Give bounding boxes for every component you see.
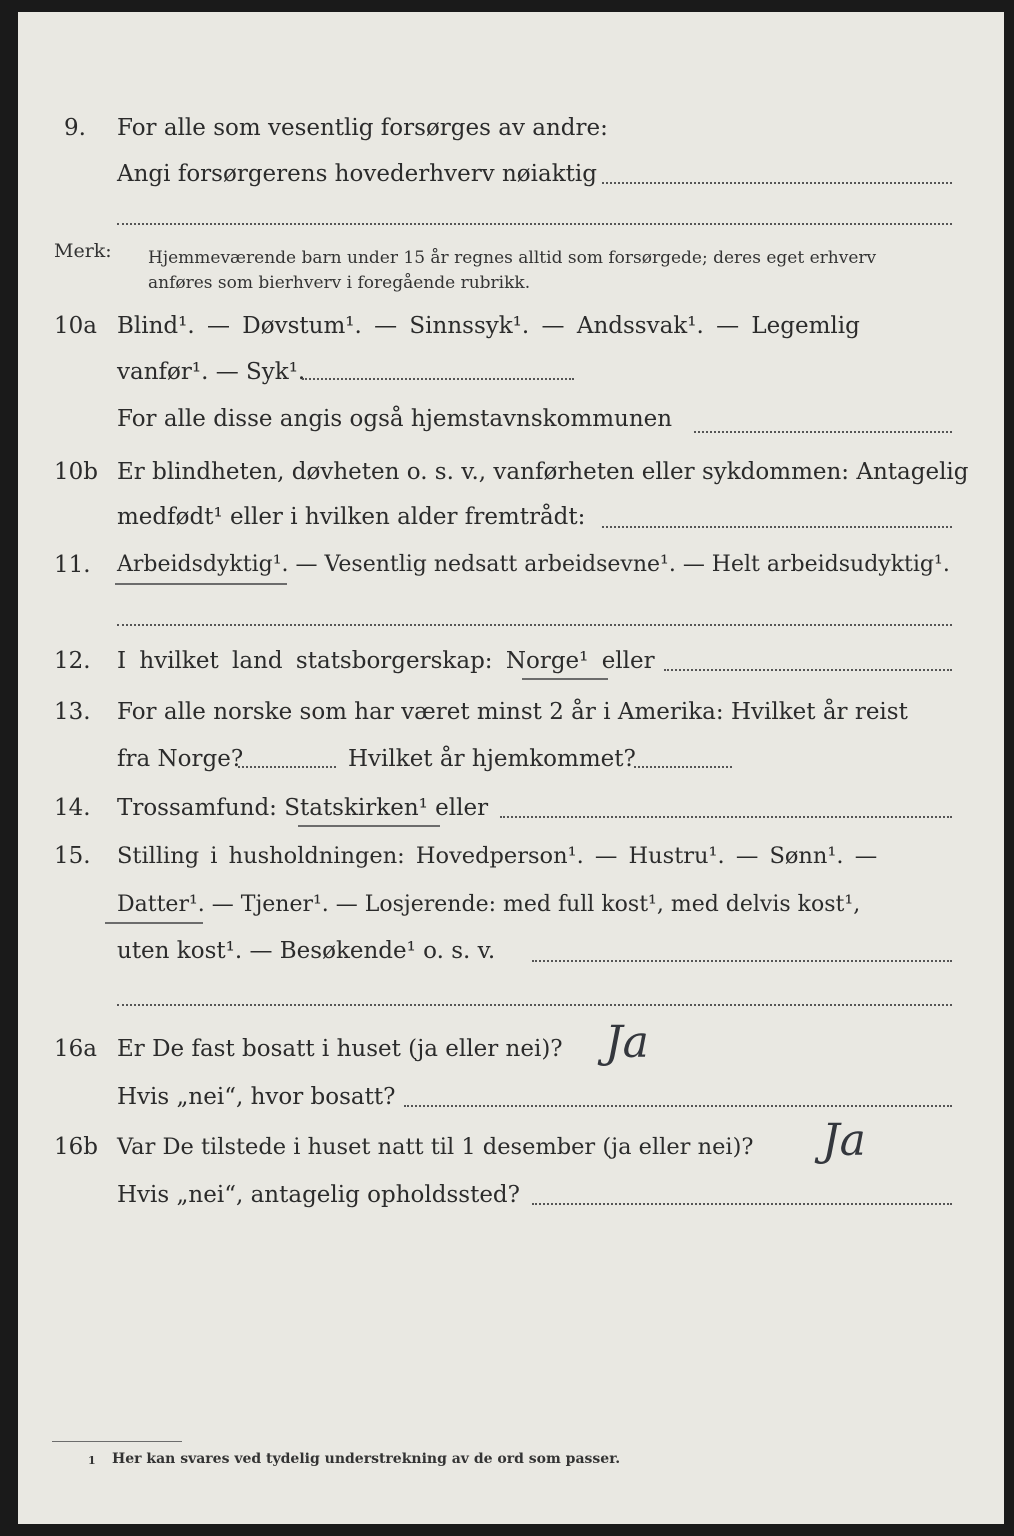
q11-number: 11. bbox=[54, 552, 91, 578]
q14-number: 14. bbox=[54, 795, 91, 821]
q13-line2a: fra Norge? bbox=[117, 746, 244, 772]
q13-hjemkommet-answer-line[interactable] bbox=[634, 766, 732, 768]
q10a-line2: vanfør¹. — Syk¹. bbox=[117, 359, 306, 385]
q15-line2: Datter¹. — Tjener¹. — Losjerende: med full kost¹, med delvis kost¹, bbox=[117, 892, 861, 917]
q9-line2: Angi forsørgerens hovederhverv nøiaktig bbox=[117, 161, 597, 187]
q15-datter-underline bbox=[105, 922, 203, 924]
q16b-opholdssted-answer-line[interactable] bbox=[532, 1203, 952, 1205]
footnote-rule bbox=[52, 1441, 182, 1442]
q12-norge-underline bbox=[522, 678, 608, 680]
q9-number: 9. bbox=[64, 115, 86, 141]
footnote-mark: 1 bbox=[88, 1454, 96, 1467]
q16a-line1: Er De fast bosatt i huset (ja eller nei)? bbox=[117, 1036, 563, 1062]
q16a-line2: Hvis „nei“, hvor bosatt? bbox=[117, 1084, 396, 1110]
merk-label: Merk: bbox=[54, 240, 112, 262]
q10b-number: 10b bbox=[54, 459, 98, 485]
q10b-line2: medfødt¹ eller i hvilken alder fremtrådt: bbox=[117, 504, 586, 530]
q10a-hjemstavn-answer-line[interactable] bbox=[694, 431, 952, 433]
q11-arbeidsdyktig-underline bbox=[115, 583, 287, 585]
merk-line1: Hjemmeværende barn under 15 år regnes alltid som forsørgede; deres eget erhverv bbox=[148, 248, 877, 268]
q9-answer-line[interactable] bbox=[602, 182, 952, 184]
q12-line1: I hvilket land statsborgerskap: Norge¹ eller bbox=[117, 648, 655, 674]
q12-answer-line[interactable] bbox=[664, 669, 952, 671]
q15-line1: Stilling i husholdningen: Hovedperson¹. — Hustru¹. — Sønn¹. — bbox=[117, 843, 878, 869]
q14-answer-line[interactable] bbox=[500, 816, 952, 818]
q16b-line2: Hvis „nei“, antagelig opholdssted? bbox=[117, 1182, 520, 1208]
q16a-bosatt-answer-line[interactable] bbox=[404, 1105, 952, 1107]
q15-answer-line-2[interactable] bbox=[117, 1004, 952, 1006]
q10a-syk-answer-line[interactable] bbox=[302, 378, 574, 380]
q15-line3: uten kost¹. — Besøkende¹ o. s. v. bbox=[117, 938, 496, 964]
q12-number: 12. bbox=[54, 648, 91, 674]
q11-line1: Arbeidsdyktig¹. — Vesentlig nedsatt arbeidsevne¹. — Helt arbeidsudyktig¹. bbox=[117, 552, 950, 577]
q11-answer-line[interactable] bbox=[117, 624, 952, 626]
q10a-number: 10a bbox=[54, 313, 97, 339]
footnote-text: Her kan svares ved tydelig understrekning av de ord som passer. bbox=[112, 1451, 621, 1467]
q9-answer-line-2[interactable] bbox=[117, 223, 952, 225]
q16a-number: 16a bbox=[54, 1036, 97, 1062]
q13-reist-answer-line[interactable] bbox=[238, 766, 336, 768]
q15-answer-line[interactable] bbox=[532, 960, 952, 962]
q10a-line1: Blind¹. — Døvstum¹. — Sinnssyk¹. — Andssvak¹. — Legemlig bbox=[117, 313, 860, 339]
q16b-handwritten-answer: Ja bbox=[822, 1115, 866, 1166]
q9-line1: For alle som vesentlig forsørges av andre: bbox=[117, 115, 608, 141]
q10a-line3: For alle disse angis også hjemstavnskommunen bbox=[117, 406, 673, 432]
q16a-handwritten-answer: Ja bbox=[605, 1017, 649, 1068]
q15-number: 15. bbox=[54, 843, 91, 869]
q16b-number: 16b bbox=[54, 1134, 98, 1160]
q13-number: 13. bbox=[54, 699, 91, 725]
q10b-line1: Er blindheten, døvheten o. s. v., vanførheten eller sykdommen: Antagelig bbox=[117, 459, 969, 485]
q13-line1: For alle norske som har været minst 2 år i Amerika: Hvilket år reist bbox=[117, 699, 908, 725]
q10b-answer-line[interactable] bbox=[602, 526, 952, 528]
q13-line2b: Hvilket år hjemkommet? bbox=[348, 746, 636, 772]
q16b-line1: Var De tilstede i huset natt til 1 desember (ja eller nei)? bbox=[117, 1134, 754, 1160]
q14-statskirken-underline bbox=[298, 825, 440, 827]
merk-line2: anføres som bierhverv i foregående rubrikk. bbox=[148, 273, 531, 293]
q14-line1: Trossamfund: Statskirken¹ eller bbox=[117, 795, 489, 821]
